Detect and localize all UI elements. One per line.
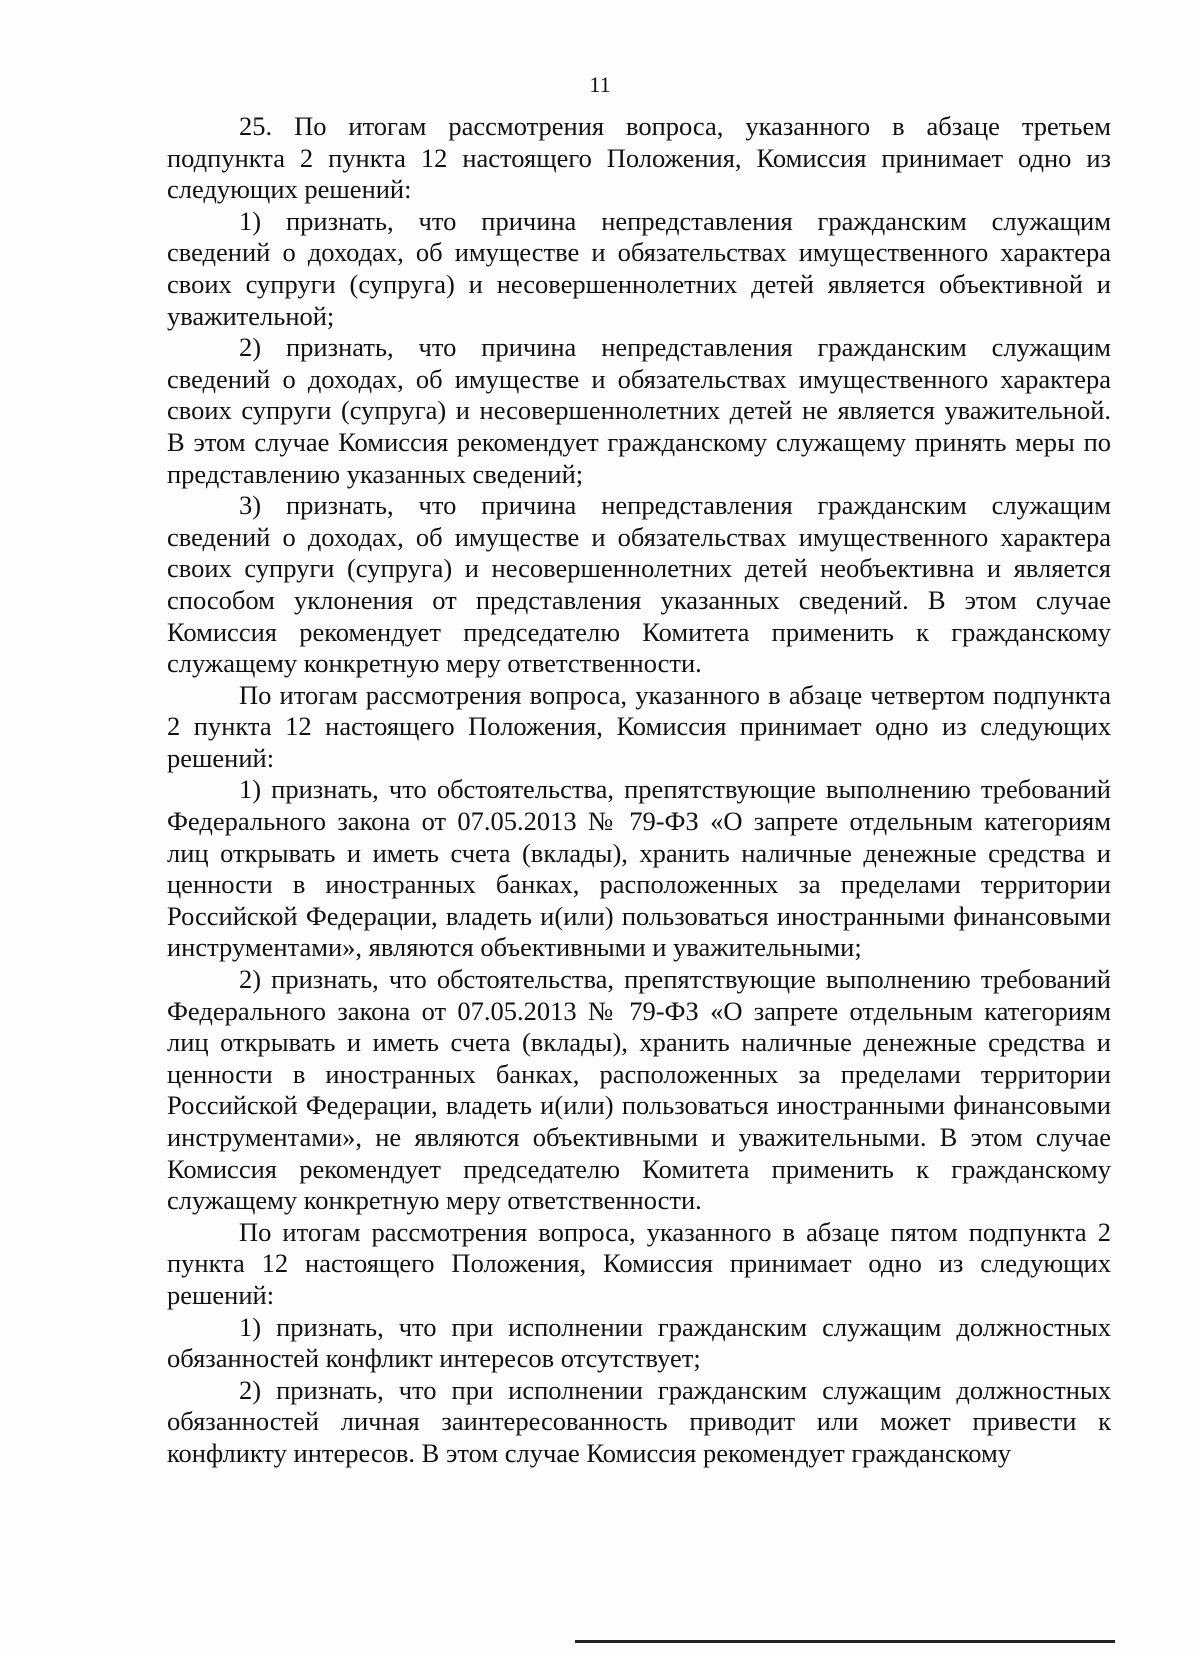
- paragraph-25-item-3: 3) признать, что причина непредставления гражданским служащим сведений о доходах, об имуществе и обязательствах имущественного характера своих супруги (супруга) и несовершеннолетних детей необъективна и является способом уклонения от представления указанных сведений. В этом случае Комиссия рекомендует председателю Комитета применить к гражданскому служащему конкретную меру ответственности.: [167, 490, 1111, 679]
- page-number: 11: [589, 72, 611, 97]
- paragraph-fifth-item-1: 1) признать, что при исполнении гражданским служащим должностных обязанностей конфликт интересов отсутствует;: [167, 1311, 1111, 1374]
- document-body: [167, 111, 1111, 1470]
- paragraph-25-intro: 25. По итогам рассмотрения вопроса, указанного в абзаце третьем подпункта 2 пункта 12 настоящего Положения, Комиссия принимает одно из следующих решений:: [167, 111, 1111, 205]
- paragraph-fourth-item-1: 1) признать, что обстоятельства, препятствующие выполнению требований Федерального закона от 07.05.2013 № 79-ФЗ «О запрете отдельным категориям лиц открывать и иметь счета (вклады), хранить наличные денежные средства и ценности в иностранных банках, расположенных за пределами территории Российской Федерации, владеть и(или) пользоваться иностранными финансовыми инструментами», являются объективными и уважительными;: [167, 774, 1111, 963]
- paragraph-fourth-item-2: 2) признать, что обстоятельства, препятствующие выполнению требований Федерального закона от 07.05.2013 № 79-ФЗ «О запрете отдельным категориям лиц открывать и иметь счета (вклады), хранить наличные денежные средства и ценности в иностранных банках, расположенных за пределами территории Российской Федерации, владеть и(или) пользоваться иностранными финансовыми инструментами», не являются объективными и уважительными. В этом случае Комиссия рекомендует председателю Комитета применить к гражданскому служащему конкретную меру ответственности.: [167, 964, 1111, 1216]
- bottom-scan-line: [575, 1640, 1115, 1643]
- paragraph-25-item-2: 2) признать, что причина непредставления гражданским служащим сведений о доходах, об имуществе и обязательствах имущественного характера своих супруги (супруга) и несовершеннолетних детей не является уважительной. В этом случае Комиссия рекомендует гражданскому служащему принять меры по представлению указанных сведений;: [167, 332, 1111, 489]
- paragraph-fifth-intro: По итогам рассмотрения вопроса, указанного в абзаце пятом подпункта 2 пункта 12 настоящего Положения, Комиссия принимает одно из следующих решений:: [167, 1216, 1111, 1310]
- paragraph-25-item-1: 1) признать, что причина непредставления гражданским служащим сведений о доходах, об имуществе и обязательствах имущественного характера своих супруги (супруга) и несовершеннолетних детей является объективной и уважительной;: [167, 205, 1111, 331]
- paragraph-fifth-item-2: 2) признать, что при исполнении гражданским служащим должностных обязанностей личная заинтересованность приводит или может привести к конфликту интересов. В этом случае Комиссия рекомендует гражданскому: [167, 1374, 1111, 1468]
- paragraph-fourth-intro: По итогам рассмотрения вопроса, указанного в абзаце четвертом подпункта 2 пункта 12 настоящего Положения, Комиссия принимает одно из следующих решений:: [167, 679, 1111, 773]
